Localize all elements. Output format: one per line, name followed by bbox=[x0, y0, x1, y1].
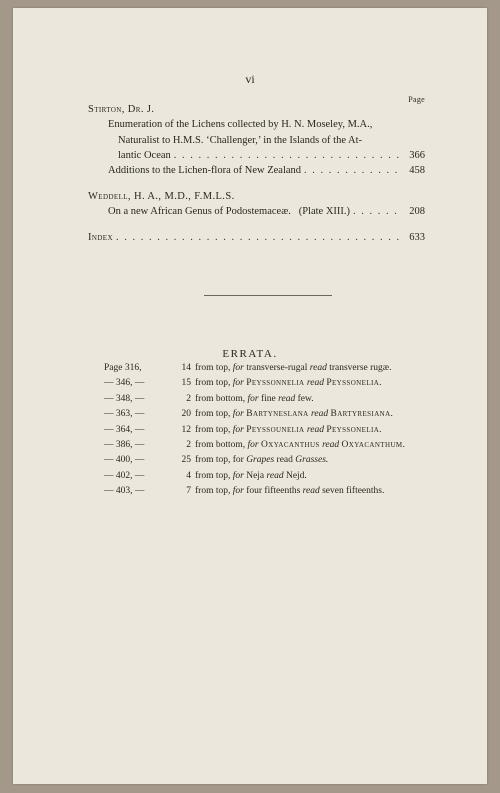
erratum-correction: from top, for Peyssounelia read Peyssonelia. bbox=[195, 424, 382, 435]
erratum-page: — 364, — bbox=[104, 424, 145, 435]
toc-line bbox=[108, 165, 425, 176]
section-divider bbox=[204, 295, 332, 296]
erratum-correction: from top, for Grapes read Grasses. bbox=[195, 455, 329, 466]
book-page bbox=[13, 8, 487, 784]
erratum-row bbox=[104, 471, 307, 481]
erratum-page: — 386, — bbox=[104, 440, 145, 450]
erratum-correction: from top, for Peyssonnelia read Peyssonelia. bbox=[195, 378, 382, 389]
erratum-line: 4 bbox=[186, 470, 191, 481]
erratum-line: 2 bbox=[186, 393, 191, 404]
dot-leader bbox=[304, 165, 402, 176]
toc-line bbox=[108, 206, 425, 217]
page-ref: 366 bbox=[409, 150, 425, 161]
erratum-line: 25 bbox=[181, 455, 191, 466]
erratum-page: — 346, — bbox=[104, 378, 145, 389]
entry-title-line: lantic Ocean bbox=[118, 150, 171, 161]
entry-title-line: Additions to the Lichen-flora of New Zealand bbox=[108, 165, 302, 176]
erratum-row bbox=[104, 486, 384, 496]
dot-leader bbox=[353, 206, 402, 217]
erratum-row bbox=[104, 363, 391, 373]
page-ref: 633 bbox=[409, 232, 425, 243]
entry-title-line: On a new African Genus of Podostemaceæ. (Plate XIII.) bbox=[108, 206, 351, 217]
erratum-row bbox=[104, 378, 382, 388]
page-number: vi bbox=[245, 72, 255, 86]
author-name: Weddell, H. A., M.D., F.M.L.S. bbox=[88, 191, 235, 202]
erratum-correction: from top, for Bartyneslana read Bartyresiana. bbox=[195, 409, 394, 420]
erratum-row bbox=[104, 455, 328, 465]
erratum-row bbox=[104, 394, 314, 404]
erratum-correction: from top, for transverse-rugal read transverse rugæ. bbox=[195, 363, 392, 373]
erratum-row bbox=[104, 440, 405, 450]
erratum-correction: from bottom, for fine read few. bbox=[195, 393, 314, 404]
errata-title: ERRATA. bbox=[222, 348, 278, 360]
erratum-page: — 400, — bbox=[104, 455, 145, 466]
erratum-line: 15 bbox=[181, 378, 191, 389]
erratum-line: 14 bbox=[181, 363, 191, 373]
index-label: Index bbox=[88, 232, 113, 243]
erratum-page: — 402, — bbox=[104, 470, 145, 481]
erratum-line: 12 bbox=[181, 424, 191, 435]
erratum-correction: from bottom, for Oxyacanthus read Oxyacanthum. bbox=[195, 440, 406, 450]
toc-line-index bbox=[88, 232, 425, 243]
author-name: Stirton, Dr. J. bbox=[88, 104, 155, 115]
erratum-page: — 363, — bbox=[104, 409, 145, 420]
erratum-row bbox=[104, 425, 382, 435]
entry-title-line: Naturalist to H.M.S. ‘Challenger,’ in the Islands of the At- bbox=[118, 135, 363, 146]
erratum-line: 20 bbox=[181, 409, 191, 420]
dot-leader bbox=[174, 150, 402, 161]
dot-leader bbox=[116, 232, 402, 243]
page-column-label: Page bbox=[408, 95, 425, 104]
erratum-line: 7 bbox=[186, 486, 191, 497]
erratum-correction: from top, for Neja read Nejd. bbox=[195, 470, 307, 481]
erratum-page: — 403, — bbox=[104, 486, 145, 497]
page-ref: 458 bbox=[409, 165, 425, 176]
erratum-line: 2 bbox=[186, 440, 191, 450]
erratum-page: — 348, — bbox=[104, 393, 145, 404]
erratum-row bbox=[104, 409, 393, 419]
page-ref: 208 bbox=[409, 206, 425, 217]
entry-title-line: Enumeration of the Lichens collected by H. N. Moseley, M.A., bbox=[108, 119, 373, 130]
toc-line bbox=[118, 150, 425, 161]
erratum-correction: from top, for four fifteenths read seven fifteenths. bbox=[195, 486, 385, 497]
erratum-page: Page 316, bbox=[104, 363, 142, 373]
